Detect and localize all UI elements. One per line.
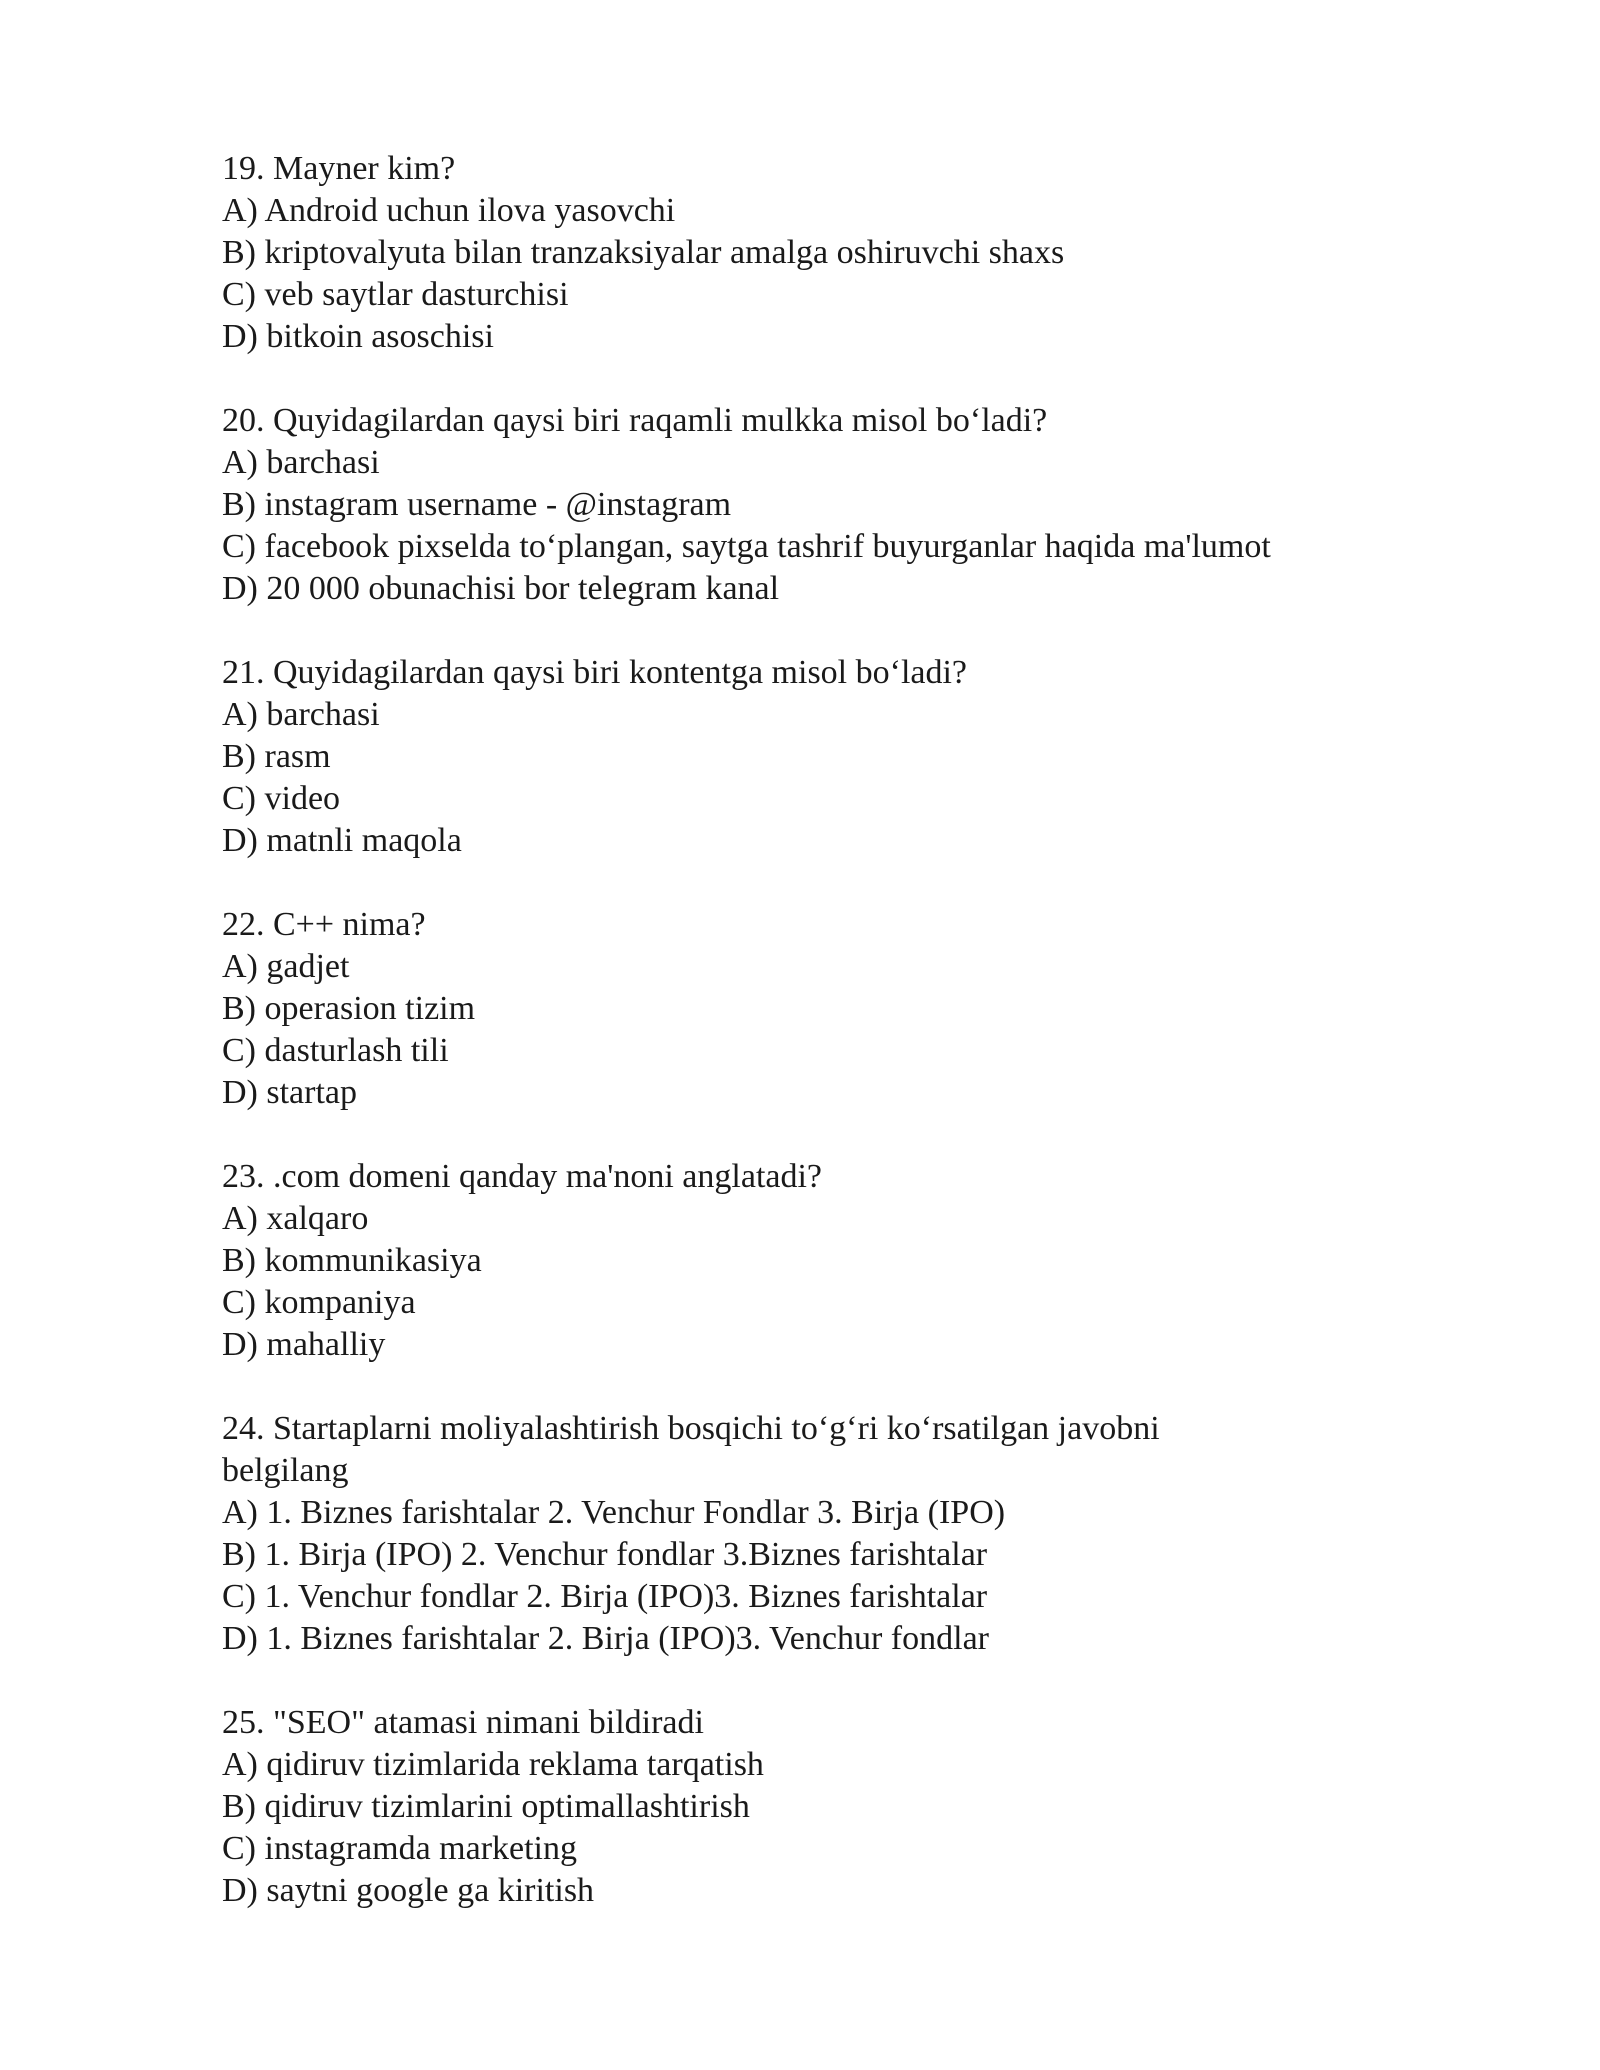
question-25 bbox=[222, 1702, 1402, 1912]
option-b: B) kommunikasiya bbox=[222, 1242, 482, 1279]
option-a: A) barchasi bbox=[222, 696, 380, 733]
question-text: 25. "SEO" atamasi nimani bildiradi bbox=[222, 1704, 704, 1741]
option-a: A) 1. Biznes farishtalar 2. Venchur Fondlar 3. Birja (IPO) bbox=[222, 1494, 1006, 1531]
option-d: D) bitkoin asoschisi bbox=[222, 318, 494, 355]
question-text: 23. .com domeni qanday ma'noni anglatadi? bbox=[222, 1158, 823, 1195]
question-19 bbox=[222, 148, 1402, 358]
option-a: A) qidiruv tizimlarida reklama tarqatish bbox=[222, 1746, 764, 1783]
question-20 bbox=[222, 400, 1402, 610]
option-a: A) barchasi bbox=[222, 444, 380, 481]
option-d: D) startap bbox=[222, 1074, 358, 1111]
option-c: C) dasturlash tili bbox=[222, 1032, 449, 1069]
option-a: A) xalqaro bbox=[222, 1200, 369, 1237]
question-text: 21. Quyidagilardan qaysi biri kontentga misol bo‘ladi? bbox=[222, 654, 968, 691]
question-21 bbox=[222, 652, 1402, 862]
question-23 bbox=[222, 1156, 1402, 1366]
option-d: D) 1. Biznes farishtalar 2. Birja (IPO)3. Venchur fondlar bbox=[222, 1620, 989, 1657]
question-24 bbox=[222, 1408, 1402, 1660]
option-c: C) video bbox=[222, 780, 341, 817]
option-b: B) qidiruv tizimlarini optimallashtirish bbox=[222, 1788, 750, 1825]
question-text: 24. Startaplarni moliyalashtirish bosqichi to‘g‘ri ko‘rsatilgan javobni belgilang bbox=[222, 1410, 1160, 1489]
option-d: D) saytni google ga kiritish bbox=[222, 1872, 595, 1909]
question-list bbox=[222, 148, 1402, 1954]
question-text: 20. Quyidagilardan qaysi biri raqamli mulkka misol bo‘ladi? bbox=[222, 402, 1048, 439]
option-c: C) facebook pixselda to‘plangan, saytga tashrif buyurganlar haqida ma'lumot bbox=[222, 528, 1271, 565]
option-a: A) gadjet bbox=[222, 948, 350, 985]
question-text: 19. Mayner kim? bbox=[222, 150, 456, 187]
option-d: D) mahalliy bbox=[222, 1326, 386, 1363]
option-b: B) kriptovalyuta bilan tranzaksiyalar amalga oshiruvchi shaxs bbox=[222, 234, 1065, 271]
option-d: D) matnli maqola bbox=[222, 822, 462, 859]
option-c: C) instagramda marketing bbox=[222, 1830, 578, 1867]
option-b: B) operasion tizim bbox=[222, 990, 476, 1027]
option-b: B) rasm bbox=[222, 738, 331, 775]
option-b: B) 1. Birja (IPO) 2. Venchur fondlar 3.Biznes farishtalar bbox=[222, 1536, 988, 1573]
option-c: C) veb saytlar dasturchisi bbox=[222, 276, 569, 313]
question-text: 22. C++ nima? bbox=[222, 906, 426, 943]
option-a: A) Android uchun ilova yasovchi bbox=[222, 192, 676, 229]
option-c: C) kompaniya bbox=[222, 1284, 416, 1321]
option-c: C) 1. Venchur fondlar 2. Birja (IPO)3. Biznes farishtalar bbox=[222, 1578, 988, 1615]
option-b: B) instagram username - @instagram bbox=[222, 486, 732, 523]
question-22 bbox=[222, 904, 1402, 1114]
option-d: D) 20 000 obunachisi bor telegram kanal bbox=[222, 570, 780, 607]
